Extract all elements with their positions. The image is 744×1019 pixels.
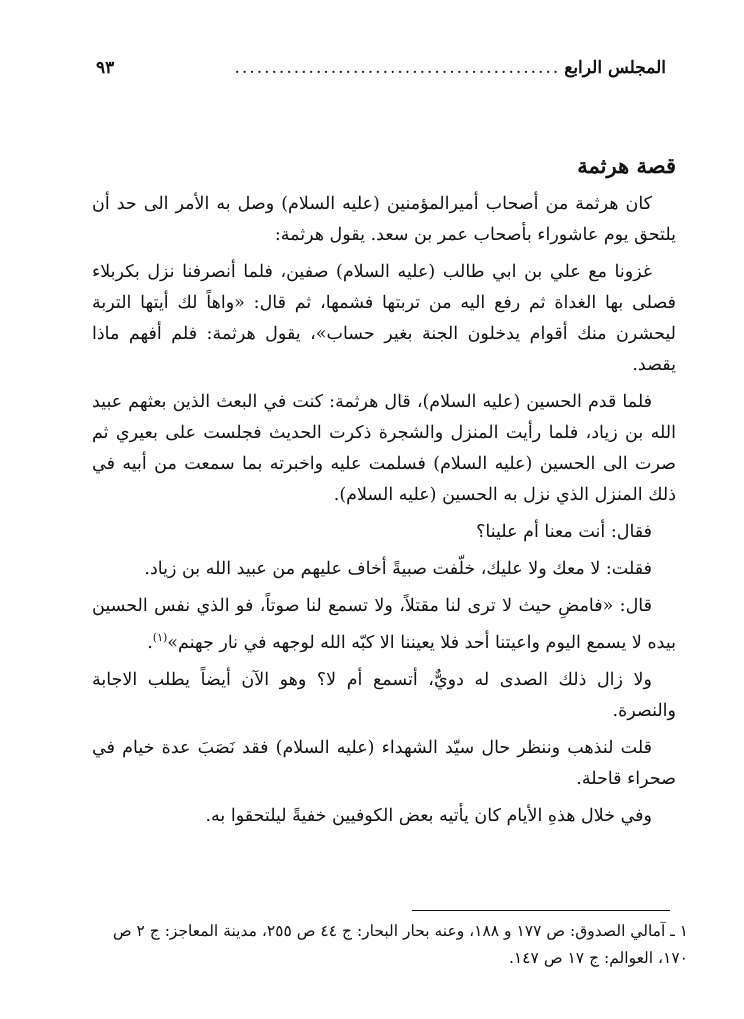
section-heading: قصة هرثمة — [577, 153, 676, 178]
paragraph-tents: قلت لنذهب وننظر حال سيّد الشهداء (عليه السلام) فقد نَصَبَ عدة خيام في صحراء قاحلة. — [92, 737, 676, 789]
paragraph-question: فقال: أنت معنا أم علينا؟ — [476, 522, 652, 542]
page-number: ٩٣ — [96, 58, 115, 78]
dot-leader: ............................................ — [234, 58, 561, 78]
paragraph-echo: ولا زال ذلك الصدى له دويٌّ، أتسمع أم لا؟ وهو الآن أيضاً يطلب الاجابة والنصرة. — [92, 669, 676, 721]
paragraph-arrival: فلما قدم الحسين (عليه السلام)، قال هرثمة: كنت في البعث الذين بعثهم عبيد الله بن زياد، فلما رأيت المنزل والشجرة ذكرت الحديث فجلست على بعيري ثم صرت الى الحسين (عليه السلام) فسلمت عليه واخبرته بما سمعت من أبيه في ذلك المنزل الذي نزل به الحسين (عليه السلام). — [92, 392, 676, 505]
footnote-marker[interactable]: (١) — [152, 631, 168, 644]
paragraph-siffin: غزونا مع علي بن ابي طالب (عليه السلام) صفين، فلما أنصرفنا نزل بكربلاء فصلى بها الغداة ثم رفع اليه من تربتها فشمها، ثم قال: «واهاً لك أيتها التربة ليحشرن منك أقوام يدخلون الجنة بغير حساب»، يقول هرثمة: فلم أفهم ماذا يقصد. — [92, 262, 676, 375]
chapter-title: المجلس الرابع — [564, 58, 666, 78]
footnote: ١ ـ آمالي الصدوق: ص ١٧٧ و ١٨٨، وعنه بحار البحار: ج ٤٤ ص ٢٥٥، مدينة المعاجز: ج ٢ ص ١٧٠، العوالم: ج ١٧ ص ١٤٧. — [112, 922, 688, 967]
main-text — [92, 150, 676, 838]
quote-text: قال: «فامضِ حيث لا ترى لنا مقتلاً، ولا تسمع لنا صوتاً، فو الذي نفس الحسين بيده لا يسمع اليوم واعيتنا أحد فلا يعيننا الا كبّه الله لوجهه في نار جهنم» — [92, 596, 676, 653]
paragraph-kufans: وفي خلال هذهِ الأيام كان يأتيه بعض الكوفيين خفيةً ليلتحقوا به. — [205, 805, 652, 826]
running-header — [96, 48, 666, 78]
paragraph-intro: كان هرثمة من أصحاب أميرالمؤمنين (عليه السلام) وصل به الأمر الى حد أن يلتحق يوم عاشوراء بأصحاب عمر بن سعد. يقول هرثمة: — [92, 194, 676, 245]
footnote-divider — [412, 910, 670, 911]
paragraph-quote: قال: «فامضِ حيث لا ترى لنا مقتلاً، ولا تسمع لنا صوتاً، فو الذي نفس الحسين بيده لا يسمع اليوم واعيتنا أحد فلا يعيننا الا كبّه الله لوجهه في نار جهنم»$^{(١)}$. — [92, 596, 676, 653]
paragraph-reply: فقلت: لا معك ولا عليك، خلّفت صبيةً أخاف عليهم من عبيد الله بن زياد. — [144, 559, 652, 579]
